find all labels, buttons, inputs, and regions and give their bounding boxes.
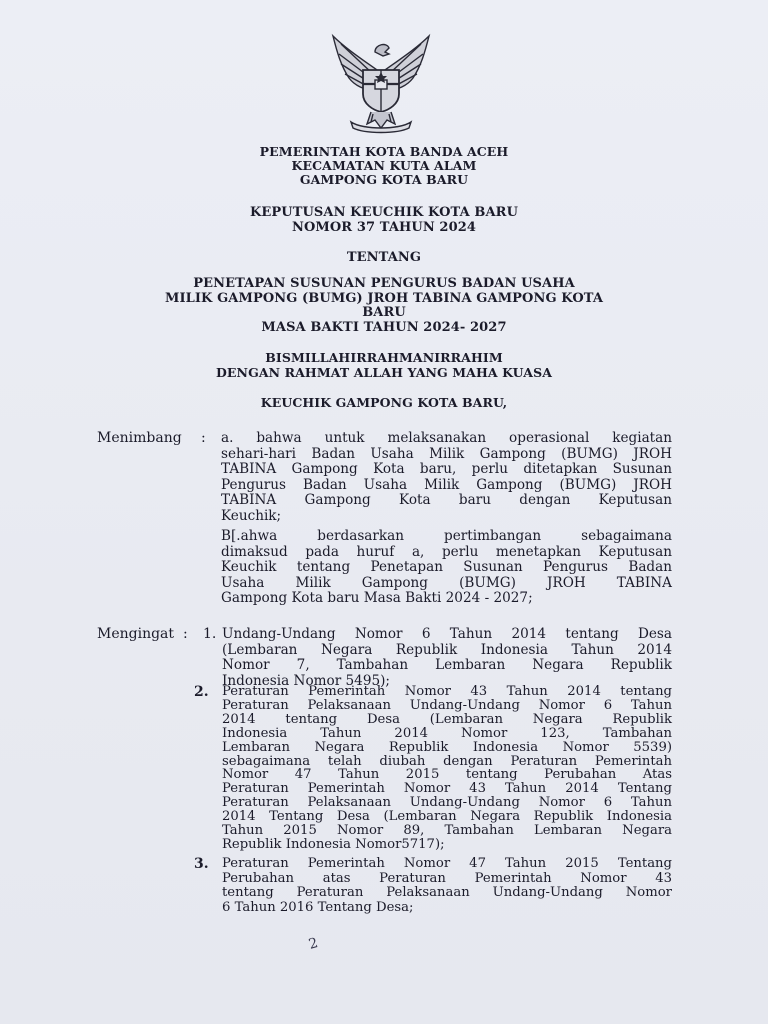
subject-line-3: BARU bbox=[362, 305, 406, 320]
mengingat-2-line: 2014 tentang Desa (Lembaran Negara Republik bbox=[222, 711, 672, 727]
menimbang-b-line: Usaha Milik Gampong (BUMG) JROH TABINA bbox=[221, 574, 672, 591]
menimbang-colon: : bbox=[201, 430, 206, 446]
menimbang-a-line: sehari-hari Badan Usaha Milik Gampong (BUMG) JROH bbox=[221, 445, 672, 462]
basmalah: BISMILLAHIRRAHMANIRRAHIM bbox=[265, 350, 503, 365]
menimbang-a-line: a. bahwa untuk melaksanakan operasional kegiatan bbox=[221, 430, 672, 446]
subject-line-1: PENETAPAN SUSUNAN PENGURUS BADAN USAHA bbox=[193, 276, 575, 291]
mengingat-2-line: Tahun 2015 Nomor 89, Tambahan Lembaran Negara bbox=[222, 823, 672, 839]
mengingat-2-line: Indonesia Tahun 2014 Nomor 123, Tambahan bbox=[222, 725, 672, 741]
menimbang-b-line: Keuchik tentang Penetapan Susunan Pengurus Badan bbox=[221, 559, 672, 576]
mengingat-1-line: Undang-Undang Nomor 6 Tahun 2014 tentang Desa bbox=[222, 626, 672, 642]
mengingat-item-1 bbox=[222, 627, 672, 689]
mengingat-2-line: Peraturan Pelaksanaan Undang-Undang Nomor 6 Tahun bbox=[222, 795, 672, 811]
menimbang-a-line: TABINA Gampong Kota baru dengan Keputusan bbox=[221, 492, 672, 509]
subject-line-2: MILIK GAMPONG (BUMG) JROH TABINA GAMPONG KOTA bbox=[164, 290, 604, 306]
page-mark: 2 bbox=[307, 935, 320, 953]
mengingat-item-3-number: 3. bbox=[194, 856, 209, 872]
mengingat-item-3 bbox=[222, 857, 672, 915]
mengingat-item-2 bbox=[222, 685, 672, 852]
menimbang-item-a bbox=[221, 431, 672, 525]
mengingat-2-line: Peraturan Pemerintah Nomor 43 Tahun 2014 tentang bbox=[222, 684, 672, 699]
header-line-2: KECAMATAN KUTA ALAM bbox=[291, 158, 477, 173]
authority-block bbox=[100, 396, 668, 410]
mengingat-2-line: Lembaran Negara Republik Indonesia Nomor 5539) bbox=[222, 739, 672, 755]
menimbang-b-line: B[.ahwa berdasarkan pertimbangan sebagaimana bbox=[221, 528, 672, 544]
mengingat-3-line: 6 Tahun 2016 Tentang Desa; bbox=[222, 899, 414, 915]
mengingat-3-line: Perubahan atas Peraturan Pemerintah Nomor 43 bbox=[222, 870, 672, 886]
menimbang-a-line: TABINA Gampong Kota baru, perlu ditetapkan Susunan bbox=[221, 461, 672, 478]
mengingat-3-line: Peraturan Pemerintah Nomor 47 Tahun 2015 Tentang bbox=[222, 856, 672, 871]
authority: KEUCHIK GAMPONG KOTA BARU, bbox=[260, 395, 508, 410]
decree-number: NOMOR 37 TAHUN 2024 bbox=[291, 220, 477, 235]
mengingat-2-line: sebagaimana telah diubah dengan Peraturan Pemerintah bbox=[222, 753, 672, 769]
menimbang-item-b bbox=[221, 529, 672, 607]
mengingat-colon: : bbox=[183, 626, 188, 642]
grace-line: DENGAN RAHMAT ALLAH YANG MAHA KUASA bbox=[215, 365, 552, 380]
header-line-1: PEMERINTAH KOTA BANDA ACEH bbox=[259, 144, 509, 159]
mengingat-2-line: Peraturan Pelaksanaan Undang-Undang Nomor 6 Tahun bbox=[222, 697, 672, 713]
menimbang-a-line: Pengurus Badan Usaha Milik Gampong (BUMG) JROH bbox=[221, 476, 672, 493]
mengingat-item-2-number: 2. bbox=[194, 684, 209, 700]
mengingat-3-line: tentang Peraturan Pelaksanaan Undang-Undang Nomor bbox=[222, 885, 672, 900]
mengingat-1-line: (Lembaran Negara Republik Indonesia Tahun 2014 bbox=[222, 641, 672, 658]
mengingat-2-line: Peraturan Pemerintah Nomor 43 Tahun 2014 Tentang bbox=[222, 781, 672, 797]
menimbang-label: Menimbang bbox=[97, 430, 182, 446]
garuda-emblem-icon bbox=[327, 30, 435, 134]
mengingat-2-line: Republik Indonesia Nomor5717); bbox=[222, 836, 445, 852]
decree-about: TENTANG bbox=[346, 250, 422, 265]
institution-header bbox=[100, 145, 668, 187]
mengingat-1-line: Indonesia Nomor 5495); bbox=[222, 672, 391, 689]
subject-line-4: MASA BAKTI TAHUN 2024- 2027 bbox=[261, 319, 507, 335]
menimbang-b-line: dimaksud pada huruf a, perlu menetapkan Keputusan bbox=[221, 543, 672, 560]
basmalah-block bbox=[100, 350, 668, 380]
mengingat-label: Mengingat bbox=[97, 626, 175, 642]
decree-subject bbox=[100, 277, 668, 335]
mengingat-item-1-number: 1. bbox=[203, 626, 217, 642]
mengingat-2-line: Nomor 47 Tahun 2015 tentang Perubahan Atas bbox=[222, 767, 672, 783]
decree-title-block bbox=[100, 205, 668, 235]
menimbang-a-line: Keuchik; bbox=[221, 507, 282, 524]
mengingat-2-line: 2014 Tentang Desa (Lembaran Negara Republik Indonesia bbox=[222, 809, 672, 825]
menimbang-b-line: Gampong Kota baru Masa Bakti 2024 - 2027; bbox=[221, 590, 533, 607]
header-line-3: GAMPONG KOTA BARU bbox=[299, 172, 469, 187]
decree-about-block bbox=[100, 251, 668, 265]
decree-title: KEPUTUSAN KEUCHIK KOTA BARU bbox=[249, 205, 519, 220]
mengingat-1-line: Nomor 7, Tambahan Lembaran Negara Republik bbox=[222, 657, 672, 674]
